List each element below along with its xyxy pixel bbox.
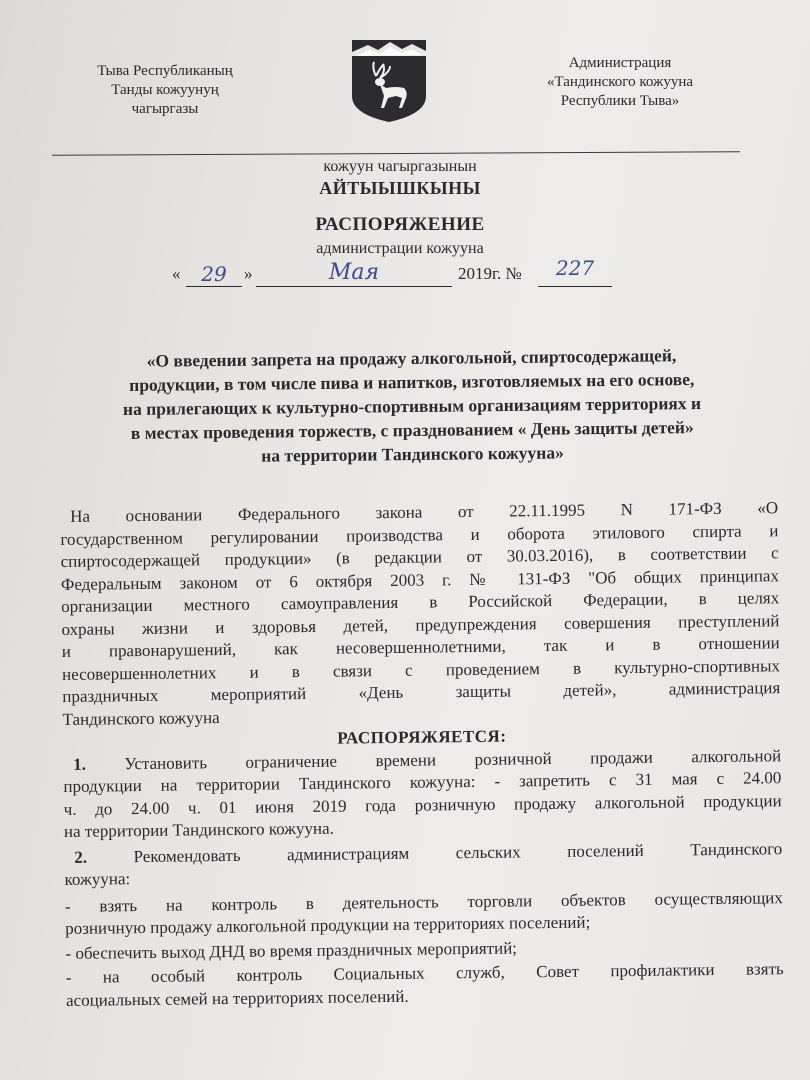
preamble-line: организации местного самоуправления в Российской Федерации, в целях <box>61 588 780 616</box>
bullet-line: - обеспечить выход ДНД во время праздничных мероприятий; <box>65 937 518 963</box>
header-right-line: «Тандинского кожууна <box>546 74 694 90</box>
item-1-line: ч. до 24.00 ч. 01 июня 2019 года розничную продажу алкогольной продукции <box>63 790 782 819</box>
preamble-line: и правонарушений, как несовершеннолетними, так и в отношении <box>61 633 780 661</box>
item-1-number: 1. <box>73 754 87 774</box>
header-left-line: чагыргазы <box>131 101 199 117</box>
header-left-line: Тыва Республиканың <box>97 63 233 79</box>
preamble-line: охраны жизни и здоровья детей, предупреждения совершения преступлений <box>61 610 780 639</box>
header-right-russian <box>520 54 720 111</box>
item-2-number: 2. <box>74 847 88 867</box>
item-1-line: на территории Тандинского кожууна. <box>63 818 334 841</box>
document-number: 227 <box>538 256 612 287</box>
subject-line: «О введении запрета на продажу алкогольной, спиртосодержащей, <box>146 345 677 371</box>
header-left-tuvan <box>60 62 270 119</box>
item-2-text: Рекомендовать администрациям сельских поселений Тандинского <box>133 838 783 866</box>
item-1-text: Установить ограничение времени розничной продажи алкогольной <box>124 745 782 773</box>
title-order-heading: РАСПОРЯЖЕНИЕ <box>315 214 485 235</box>
date-month: Мая <box>256 260 452 287</box>
header-right-line: Республики Тыва» <box>560 93 680 109</box>
coat-of-arms-emblem <box>350 38 428 124</box>
subject-line: на территории Тандинского кожууна» <box>261 442 564 466</box>
date-number-line <box>172 256 632 292</box>
header-left-line: Танды кожуунуң <box>111 82 219 98</box>
date-year: 2019г. № <box>458 264 522 283</box>
title-tuvan-heading: АЙТЫЫШКЫНЫ <box>319 178 481 198</box>
bullet-line: асоциальных семей на территориях поселений. <box>65 986 409 1010</box>
title-line-tuvan: кожуун чагыргазынын <box>323 158 477 175</box>
subject-line: на прилегающих к культурно-спортивным организациям территориях и <box>122 392 702 420</box>
subject-line: в местах проведения торжеств, с празднованием « День защиты детей» <box>130 417 694 443</box>
order-command-heading: РАСПОРЯЖЯЕТСЯ: <box>337 726 507 748</box>
document-body <box>60 497 784 1012</box>
item-2-line: кожууна: <box>64 869 131 889</box>
bullet-line: - на особый контроль Социальных служб, Совет профилактики взять <box>65 959 784 987</box>
preamble-line: На основании Федерального закона от 22.11.1995 N 171-ФЗ «О <box>70 498 779 526</box>
preamble-line: несовершеннолетних и в связи с проведением в культурно-спортивных <box>61 655 781 684</box>
preamble-line: Тандинского кожууна <box>62 707 220 729</box>
date-day: 29 <box>186 262 242 287</box>
preamble-line: праздничных мероприятий «День защиты детей», администрация <box>62 678 781 706</box>
bullet-line: розничную продажу алкогольной продукции на территориях поселений; <box>65 912 591 938</box>
title-subheading: администрации кожууна <box>316 240 484 257</box>
date-open-quote: « <box>172 264 181 283</box>
item-1-line: продукции на территории Тандинского кожууна: - запретить с 31 мая с 24.00 <box>63 768 782 796</box>
bullet-line: - взять на контроль в деятельность торговли объектов осуществляющих <box>64 887 783 916</box>
preamble-line: спиртосодержащей продукции» (в редакции от 30.03.2016), в соответствии с <box>60 543 779 571</box>
preamble-line: государственном регулировании производства и оборота этилового спирта и <box>60 520 779 549</box>
preamble-line: Федеральным законом от 6 октября 2003 г. № 131-ФЗ "Об общих принципах <box>60 565 780 594</box>
subject-line: продукции, в том числе пива и напитков, изготовляемых на его основе, <box>129 369 695 395</box>
date-close-quote: » <box>244 264 253 283</box>
header-right-line: Администрация <box>568 55 672 71</box>
header-divider <box>52 151 740 156</box>
document-subject <box>55 342 768 469</box>
